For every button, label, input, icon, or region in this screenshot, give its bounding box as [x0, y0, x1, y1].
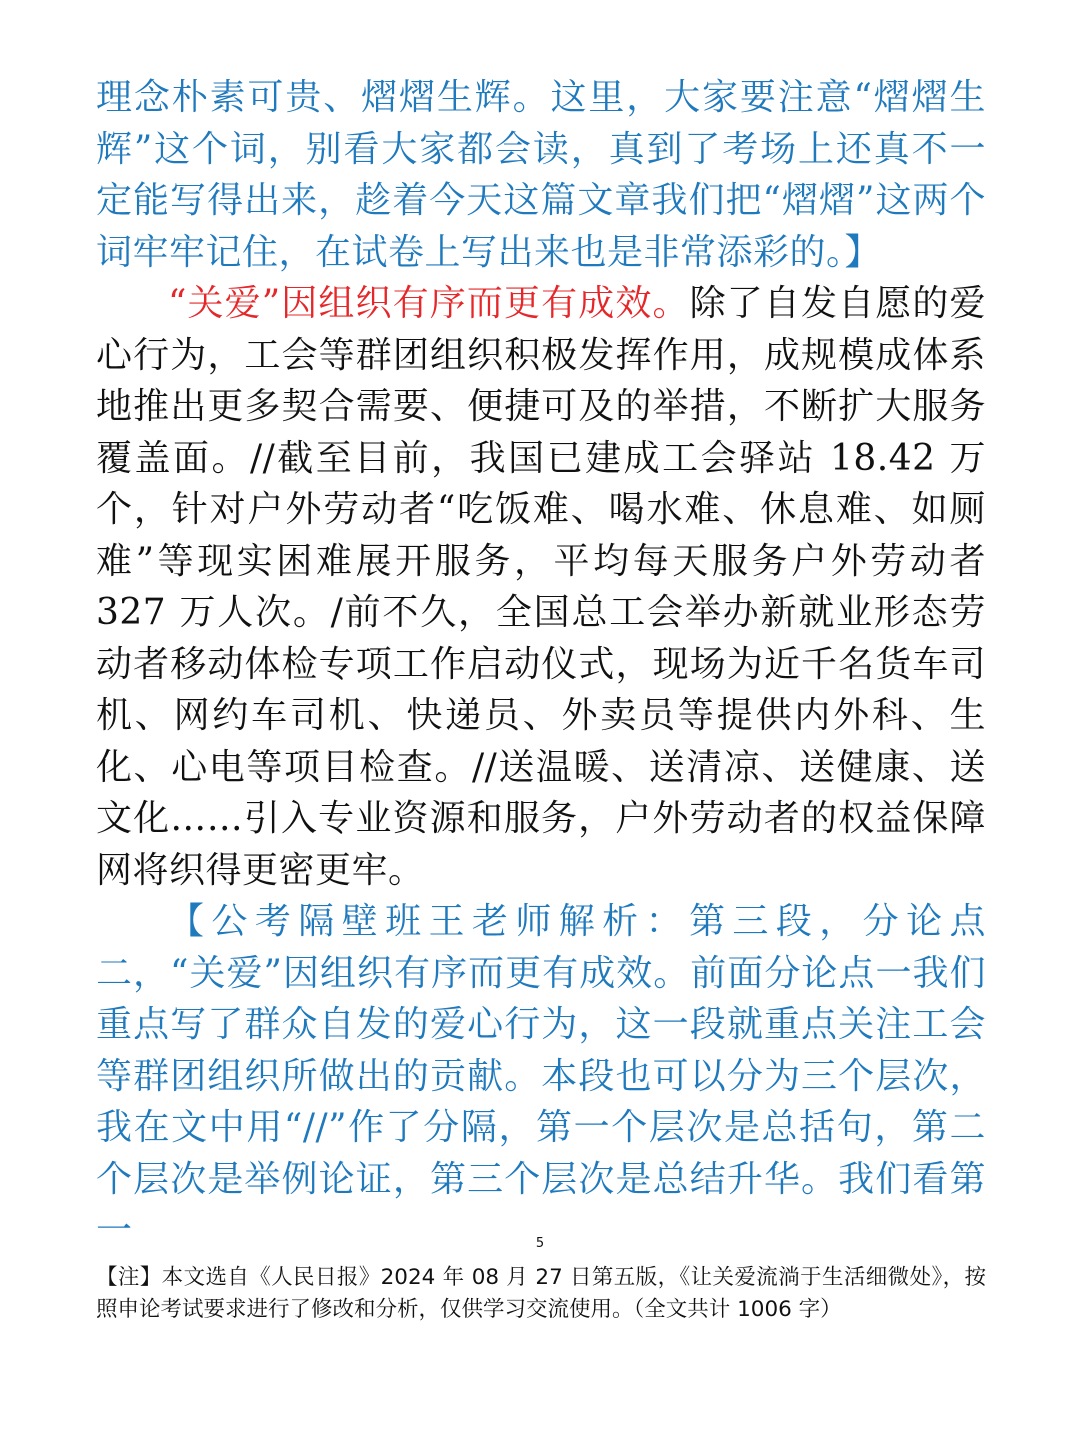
article-body: [96, 72, 986, 1257]
page-number: 5: [535, 1236, 545, 1251]
section-heading: “关爱”因组织有序而更有成效。: [168, 283, 690, 324]
section-paragraph: [96, 278, 986, 896]
footnote: 【注】本文选自《人民日报》2024 年 08 月 27 日第五版，《让关爱流淌于生活细微处》，按照申论考试要求进行了修改和分析，仅供学习交流使用。（全文共计 1006 字）: [96, 1265, 986, 1322]
analysis-continuation: 理念朴素可贵、熠熠生辉。这里，大家要注意“熠熠生辉”这个词，别看大家都会读，真到了考场上还真不一定能写得出来，趁着今天这篇文章我们把“熠熠”这两个词牢牢记住，在试卷上写出来也是非常添彩的。】: [96, 77, 986, 273]
section-body: 除了自发自愿的爱心行为，工会等群团组织积极发挥作用，成规模成体系地推出更多契合需要、便捷可及的举措，不断扩大服务覆盖面。//截至目前，我国已建成工会驿站 18.42 万个，针对户外劳动者“吃饭难、喝水难、休息难、如厕难”等现实困难展开服务，平均每天服务户外劳动者 327 万人次。/前不久，全国总工会举办新就业形态劳动者移动体检专项工作启动仪式，现场为近千名货车司机、网约车司机、快递员、外卖员等提供内外科、生化、心电等项目检查。//送温暖、送清凉、送健康、送文化……引入专业资源和服务，户外劳动者的权益保障网将织得更密更牢。: [96, 283, 986, 891]
analysis-paragraph: 【公考隔壁班王老师解析：第三段，分论点二，“关爱”因组织有序而更有成效。前面分论点一我们重点写了群众自发的爱心行为，这一段就重点关注工会等群团组织所做出的贡献。本段也可以分为三个层次，我在文中用“//”作了分隔，第一个层次是总括句，第二个层次是举例论证，第三个层次是总结升华。我们看第一: [96, 901, 986, 1251]
